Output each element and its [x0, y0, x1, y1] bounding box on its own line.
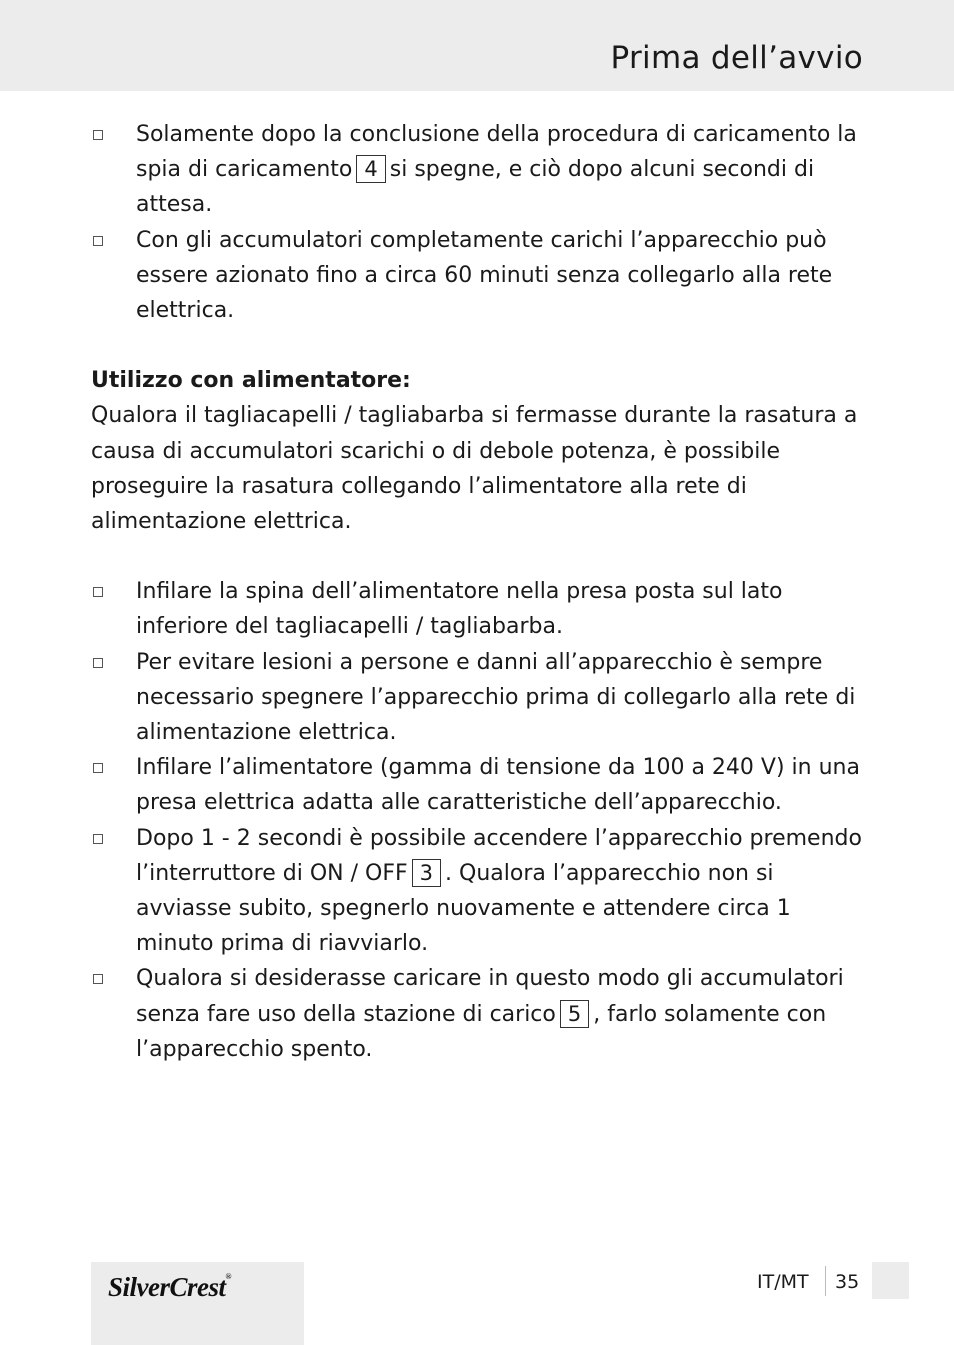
page-tab: [872, 1262, 909, 1299]
reference-number: 5: [560, 1000, 589, 1028]
list-item: [91, 645, 866, 751]
intro-paragraph: Qualora il tagliacapelli / tagliabarba si fermasse durante la rasatura a causa di accumulatori scarichi o di debole potenza, è possibile proseguire la rasatura collegando l’alimentatore alla rete di alimentazione elettrica.: [91, 403, 858, 535]
checkbox-square-icon: [93, 834, 103, 844]
checkbox-square-icon: [93, 974, 103, 984]
footer-logo-band: [91, 1262, 304, 1345]
bullet-text-before: Qualora si desiderasse caricare in questo modo gli accumulatori senza fare uso della stazione di carico: [136, 966, 844, 1027]
bullet-text: Infilare la spina dell’alimentatore nella presa posta sul lato inferiore del tagliacapelli / tagliabarba.: [136, 579, 783, 640]
list-item: [91, 961, 866, 1067]
brand-logo-text: SilverCrest: [108, 1272, 226, 1302]
list-item: [91, 821, 866, 962]
checkbox-square-icon: [93, 658, 103, 668]
content: [91, 117, 866, 1067]
registered-mark: ®: [225, 1272, 231, 1281]
list-item: [91, 223, 866, 329]
checkbox-square-icon: [93, 130, 103, 140]
reference-number: 4: [356, 155, 385, 183]
page-number: 35: [835, 1271, 860, 1293]
bullet-text: Con gli accumulatori completamente carichi l’apparecchio può essere azionato fino a circa 60 minuti senza collegarlo alla rete elettrica.: [136, 227, 833, 324]
bullet-text-after: , farlo solamente con l’apparecchio spento.: [136, 1001, 827, 1062]
bullet-text-after: . Qualora l’apparecchio non si avviasse subito, spegnerlo nuovamente e attendere circa 1 minuto prima di riavviarlo.: [136, 860, 791, 957]
checkbox-square-icon: [93, 763, 103, 773]
language-code: IT/MT: [757, 1271, 809, 1293]
list-item: [91, 574, 866, 644]
bullet-text-before: Solamente dopo la conclusione della procedura di caricamento la spia di caricamento: [136, 122, 857, 183]
bullet-text-before: Dopo 1 - 2 secondi è possibile accendere l’apparecchio premendo l’interruttore di ON / OFF: [136, 825, 862, 886]
list-item: [91, 750, 866, 820]
bullet-text-after: si spegne, e ciò dopo alcuni secondi di attesa.: [136, 157, 815, 218]
footer-divider: [825, 1266, 826, 1296]
bullet-text: Infilare l’alimentatore (gamma di tensione da 100 a 240 V) in una presa elettrica adatta alle caratteristiche dell’apparecchio.: [136, 755, 860, 816]
bullet-text: Per evitare lesioni a persone e danni all’apparecchio è sempre necessario spegnere l’apparecchio prima di collegarlo alla rete di alimentazione elettrica.: [136, 649, 856, 746]
section-heading: Utilizzo con alimentatore:: [91, 368, 411, 394]
reference-number: 3: [412, 859, 441, 887]
list-item: [91, 117, 866, 223]
checkbox-square-icon: [93, 236, 103, 246]
header-band: [0, 0, 954, 91]
checkbox-square-icon: [93, 587, 103, 597]
page-title: Prima dell’avvio: [610, 40, 863, 76]
brand-logo: [108, 1272, 231, 1303]
